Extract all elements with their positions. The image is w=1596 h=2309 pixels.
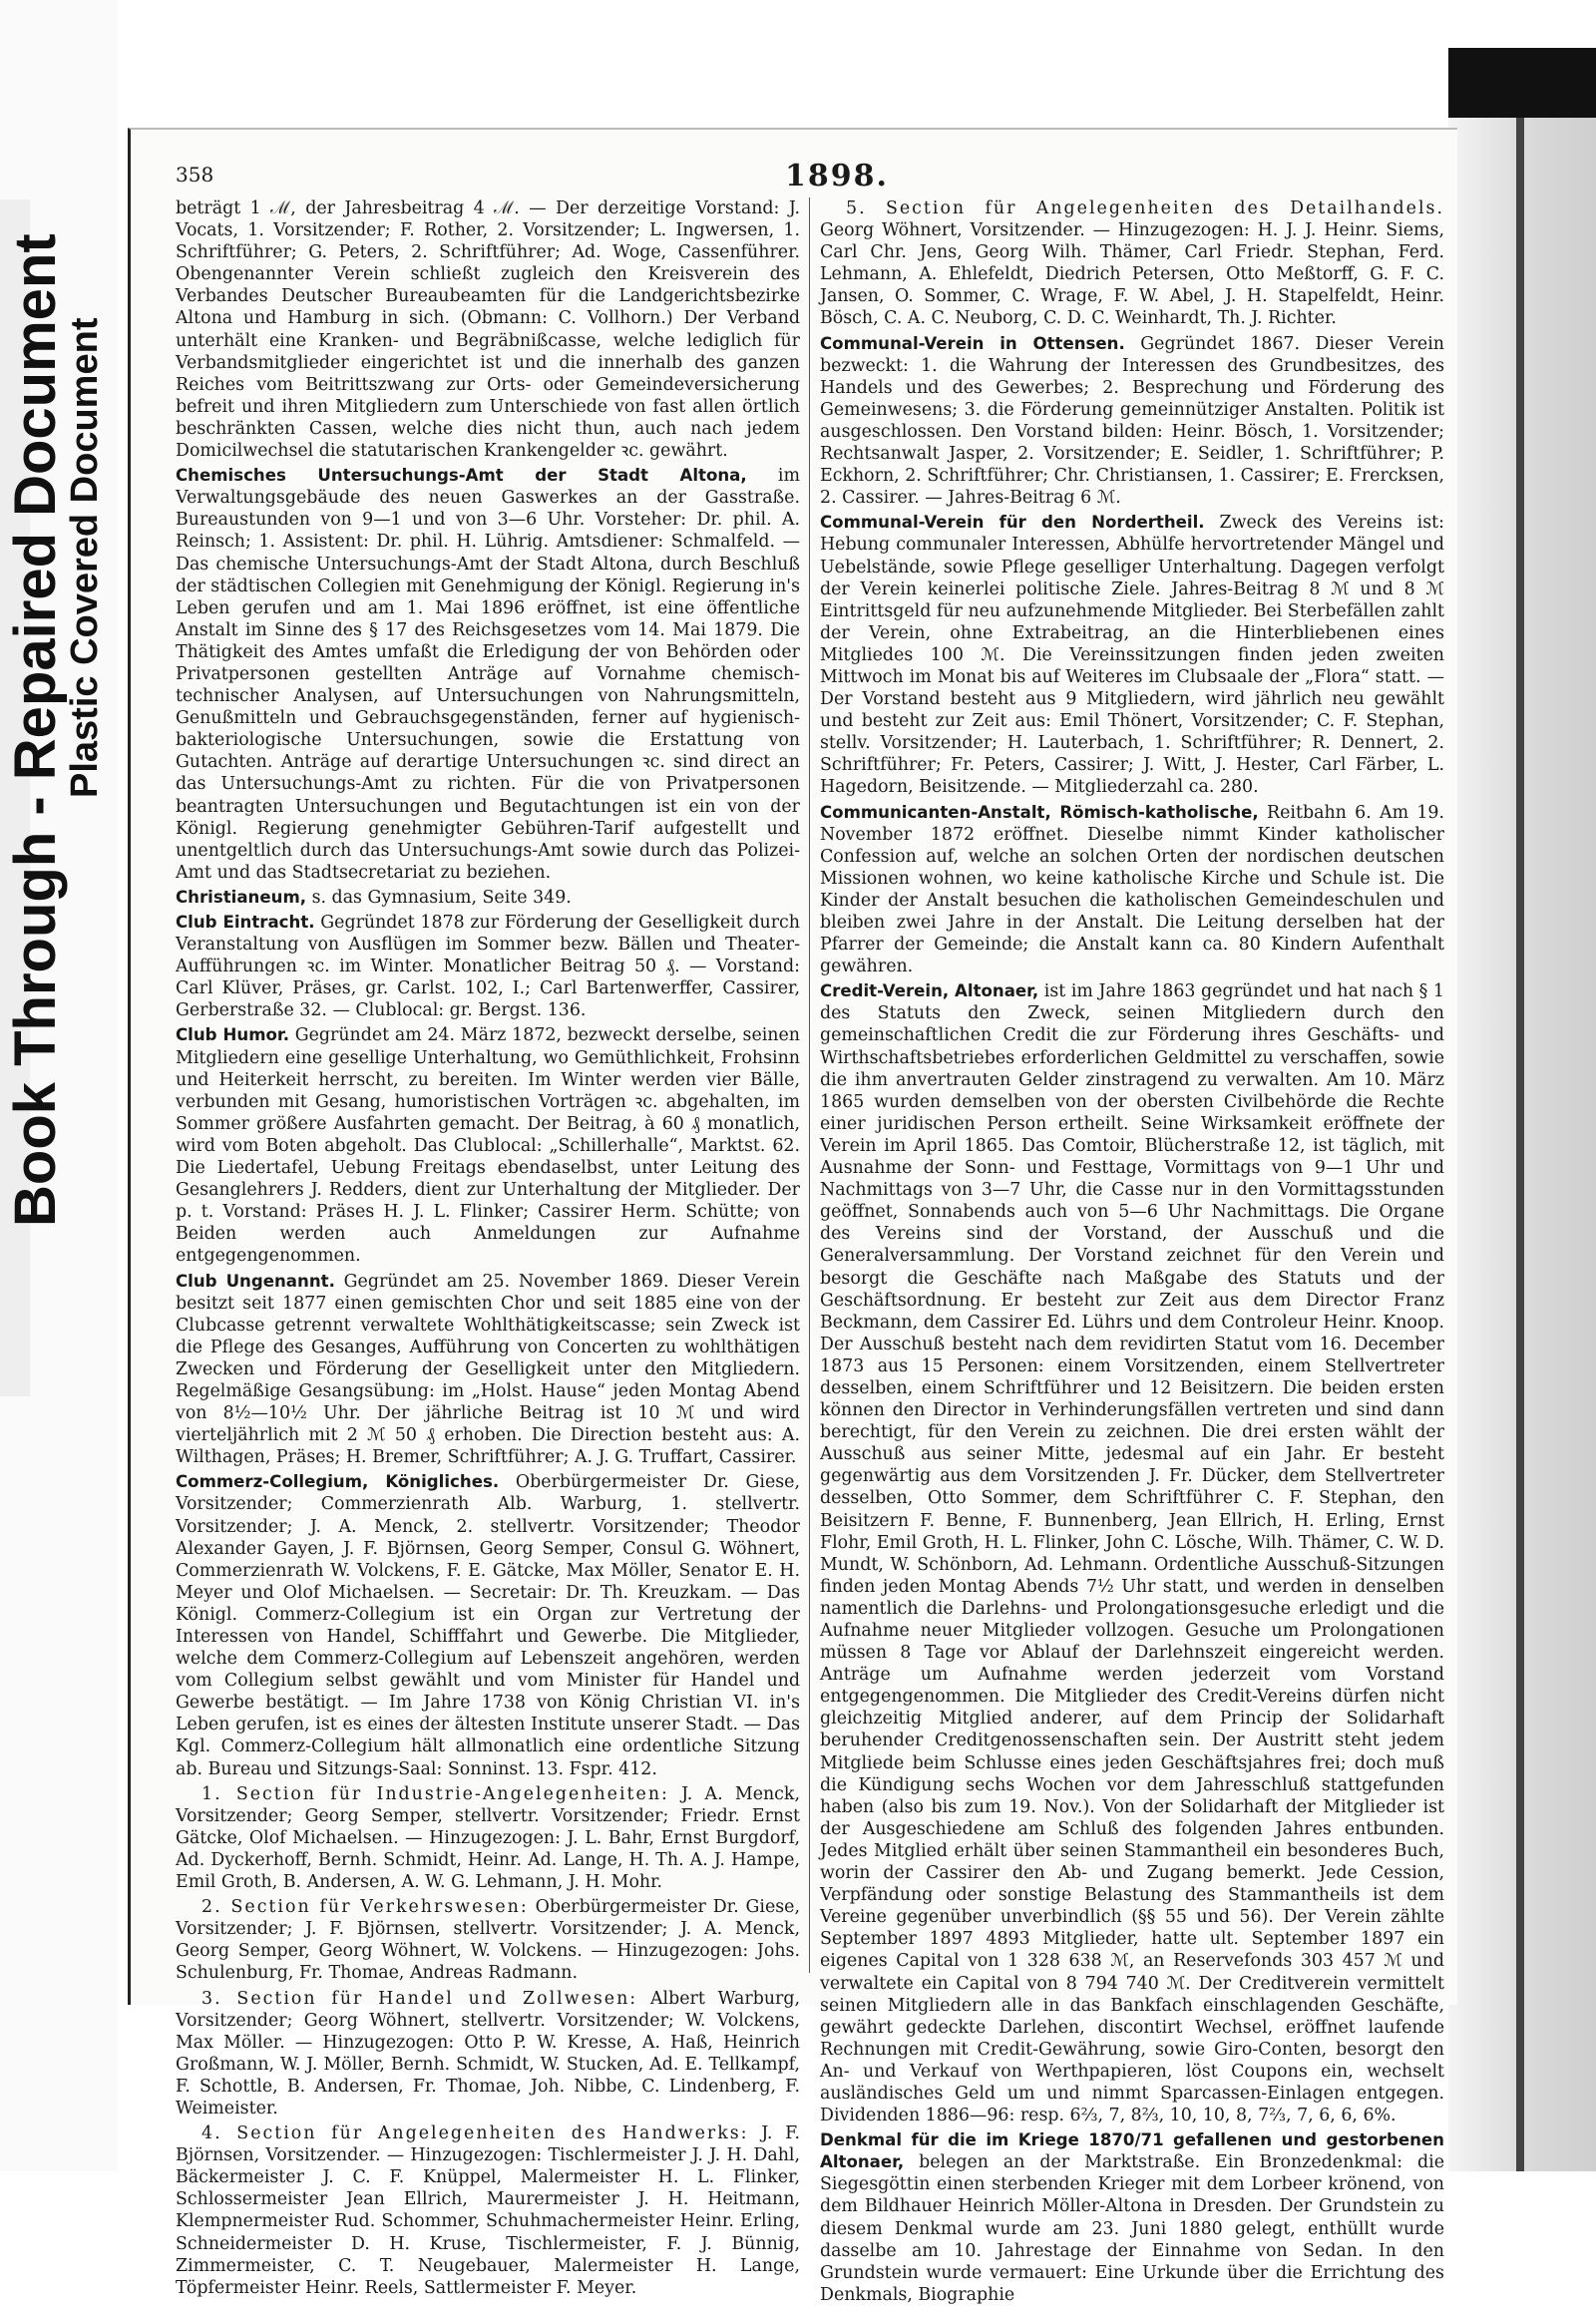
entry-paragraph (176, 197, 800, 462)
entry-text: Zweck des Vereins ist: Hebung communaler Interessen, Abhülfe hervortretender Mängel und Uebelstände, sowie Pflege geselliger Unterhaltung. Dagegen verfolgt der Verein keinerlei politische Ziele. Jahres-Beitrag 8 ℳ und 8 ℳ Eintrittsgeld für neu aufzunehmende Mitglieder. Bei Sterbefällen zahlt der Verein, ohne Extrabeitrag, an die Hinterbliebenen eines Mitgliedes 100 ℳ. Die Vereinssitzungen finden jeden zweiten Mittwoch im Monat bis auf Weiteres im Clubsaale der „Flora“ statt. — Der Vorstand besteht aus 9 Mitgliedern, wird jährlich neu gewählt und besteht zur Zeit aus: Emil Thönert, Vorsitzender; C. F. Stephan, stellv. Vorsitzender; H. Lauterbach, 1. Schriftführer; R. Dennert, 2. Schriftführer; Fr. Peters, Cassirer; J. Witt, J. Hester, Carl Färber, L. Hagedorn, Beisitzende. — Mitgliederzahl ca. 280. (820, 513, 1444, 798)
entry-heading: Chemisches Untersuchungs-Amt der Stadt Altona, (176, 466, 747, 486)
entry-heading: Commerz-Collegium, Königliches. (176, 1472, 500, 1492)
entry-paragraph (820, 980, 1444, 2126)
entry-paragraph (820, 197, 1444, 330)
entry-paragraph (176, 465, 800, 884)
entry-text: Georg Wöhnert, Vorsitzender. — Hinzugezogen: H. J. J. Heinr. Siems, Carl Chr. Jens, Georg Wilh. Thämer, Carl Friedr. Stephan, Ferd. Lehmann, A. Ehlefeldt, Diedrich Petersen, Otto Meßtorff, G. F. C. Jansen, O. Sommer, C. Wrage, F. W. Abel, J. H. Stapelfeldt, Heinr. Bösch, C. A. C. Neuborg, C. D. C. Weinhardt, Th. J. Richter. (820, 220, 1444, 329)
entry-heading: 2. Section für Verkehrswesen: (201, 1897, 529, 1918)
entry-text: Albert Warburg, Vorsitzender; Georg Wöhnert, stellvertr. Vorsitzender; W. Volckens, Max Möller. — Hinzugezogen: Otto P. W. Kresse, A. Haß, Heinrich Großmann, W. J. Möller, Bernh. Schmidt, W. Stucken, Ad. E. Tellkampf, F. Schottle, B. Andersen, Fr. Thomae, Joh. Nibbe, C. Lindenberg, F. Weimeister. (176, 1988, 800, 2118)
binding-top-dark (1448, 48, 1596, 118)
entry-text: Reitbahn 6. Am 19. November 1872 eröffnet. Dieselbe nimmt Kinder katholischer Confession auf, welche an solchen Orten der nordischen deutschen Missionen wohnen, wo keine katholische Kirche und Schule ist. Die Kinder der Anstalt besuchen die katholischen Gemeindeschulen und bleiben zwei Jahre in der Anstalt. Die Leitung derselben hat der Pfarrer der Gemeinde; die Anstalt kann ca. 80 Kindern Aufenthalt gewähren. (820, 802, 1444, 977)
entry-heading: Club Humor. (176, 1025, 290, 1045)
entry-heading: Communicanten-Anstalt, Römisch-katholische, (820, 802, 1259, 822)
entry-paragraph (176, 1988, 800, 2120)
entry-paragraph (176, 1896, 800, 1984)
entry-text: s. das Gymnasium, Seite 349. (306, 887, 572, 908)
margin-banner-repaired: Book Through - Repaired Document (3, 233, 68, 1227)
right-column (820, 197, 1444, 2309)
entry-text: im Verwaltungsgebäude des neuen Gaswerkes an der Gasstraße. Bureaustunden von 9—1 und von 3—6 Uhr. Vorsteher: Dr. phil. A. Reinsch; 1. Assistent: Dr. phil. H. Lührig. Amtsdiener: Schmalfeld. — Das chemische Untersuchungs-Amt der Stadt Altona, durch Beschluß der städtischen Collegien mit Genehmigung der Königl. Regierung in's Leben gerufen und am 1. Mai 1896 eröffnet, ist eine öffentliche Anstalt im Sinne des § 17 des Reichsgesetzes vom 14. Mai 1879. Die Thätigkeit des Amtes umfaßt die Erledigung der von Behörden oder Privatpersonen gestellten Anträge auf Vornahme chemisch-technischer Analysen, auf Untersuchungen von Nahrungsmitteln, Genußmitteln und Gebrauchsgegenständen, ferner auf hygienisch-bakteriologische Untersuchungen, sowie die Erstattung von Gutachten. Anträge auf derartige Untersuchungen ꝛc. sind direct an das Untersuchungs-Amt zu richten. Für die von Privatpersonen beantragten Untersuchungen und Begutachtungen ist ein von der Königl. Regierung genehmigter Gebühren-Tarif aufgestellt und unentgeltlich durch das Untersuchungs-Amt sowie durch das Polizei-Amt und das Stadtsecretariat zu beziehen. (176, 466, 800, 883)
entry-heading: Denkmal für die im Kriege 1870/71 gefallenen und gestorbenen Altonaer, (820, 2130, 1444, 2172)
entry-heading: 5. Section für Angelegenheiten des Detailhandels. (846, 198, 1444, 218)
entry-heading: 3. Section für Handel und Zollwesen: (201, 1988, 638, 2009)
entry-heading: Club Ungenannt. (176, 1271, 335, 1291)
entry-heading: 1. Section für Industrie-Angelegenheiten: (201, 1783, 669, 1804)
entry-text: Gegründet am 25. November 1869. Dieser Verein besitzt seit 1877 einen gemischten Chor und seit 1885 eine von der Clubcasse getrennt verwaltete Wohlthätigkeitscasse; sein Zweck ist die Pflege des Gesanges, Aufführung von Concerten zu wohlthätigen Zwecken und Förderung der Geselligkeit unter den Mitgliedern. Regelmäßige Gesangsübung: im „Holst. Hause“ jeden Montag Abend von 8½—10½ Uhr. Der jährliche Beitrag ist 10 ℳ und wird vierteljährlich mit 2 ℳ 50 ₰ erhoben. Die Direction besteht aus: A. Wilthagen, Präses; H. Bremer, Schriftführer; A. J. G. Truffart, Cassirer. (176, 1271, 800, 1468)
entry-text: Gegründet 1878 zur Förderung der Geselligkeit durch Veranstaltung von Ausflügen im Sommer bezw. Bällen und Theater-Aufführungen ꝛc. im Winter. Monatlicher Beitrag 50 ₰. — Vorstand: Carl Klüver, Präses, gr. Carlst. 102, I.; Carl Bartenwerffer, Cassirer, Gerberstraße 32. — Clublocal: gr. Bergst. 136. (176, 913, 800, 1021)
entry-paragraph (176, 912, 800, 1021)
entry-text: Gegründet 1867. Dieser Verein bezweckt: 1. die Wahrung der Interessen des Grundbesitzes, des Handels und des Gewerbes; 2. Besprechung und Förderung des Gemeinwesens; 3. die Förderung gemeinnütziger Anstalten. Politik ist ausgeschlossen. Den Vorstand bilden: Heinr. Bösch, 1. Vorsitzender; Rechtsanwalt Jasper, 2. Vorsitzender; E. Seidler, 1. Schriftführer; P. Eckhorn, 2. Schriftführer; Chr. Christiansen, 1. Cassirer; E. Frercksen, 2. Cassirer. — Jahres-Beitrag 6 ℳ. (820, 333, 1444, 509)
entry-heading: Christianeum, (176, 887, 307, 907)
entry-text: Oberbürgermeister Dr. Giese, Vorsitzender; Commerzienrath Alb. Warburg, 1. stellvertr. Vorsitzender; J. A. Menck, 2. stellvertr. Vorsitzender; Theodor Alexander Gayen, J. F. Björnsen, Georg Semper, Consul G. Wöhnert, Commerzienrath W. Volckens, F. E. Gätcke, Max Möller, Senator E. H. Meyer und Olof Michaelsen. — Secretair: Dr. Th. Kreuzkam. — Das Königl. Commerz-Collegium ist ein Organ zur Vertretung der Interessen von Handel, Schifffahrt und Gewerbe. Die Mitglieder, welche dem Commerz-Collegium auf Lebenszeit angehören, werden vom Collegium selbst gewählt und vom Minister für Handel und Gewerbe bestätigt. — Im Jahre 1738 von König Christian VI. in's Leben gerufen, ist es eines der ältesten Institute unserer Stadt. — Das Kgl. Commerz-Collegium hält allmonatlich eine ordentliche Sitzung ab. Bureau und Sitzungs-Saal: Sonninst. 13. Fspr. 412. (176, 1472, 800, 1779)
entry-text: J. A. Menck, Vorsitzender; Georg Semper, stellvertr. Vorsitzender; Friedr. Ernst Gätcke, Olof Michaelsen. — Hinzugezogen: J. L. Bahr, Ernst Burgdorf, Ad. Dyckerhoff, Bernh. Schmidt, Heinr. Ad. Lange, H. Th. A. J. Hampe, Emil Groth, B. Andersen, A. W. G. Lehmann, J. H. Mohr. (176, 1783, 800, 1893)
entry-paragraph (176, 1024, 800, 1267)
entry-paragraph (176, 1271, 800, 1469)
margin-banner-plastic: Plastic Covered Document (64, 317, 106, 798)
entry-text: ist im Jahre 1863 gegründet und hat nach § 1 des Statuts den Zweck, seinen Mitgliedern durch den gemeinschaftlichen Credit die zur Förderung ihres Geschäfts- und Wirthschaftsbetriebes erforderlichen Geldmittel zu verschaffen, sowie die ihm anvertrauten Gelder zinstragend zu verwalten. Am 10. März 1865 wurden demselben von der obersten Civilbehörde die Rechte einer juridischen Person ertheilt. Seine Wirksamkeit eröffnete der Verein im April 1865. Das Comtoir, Blücherstraße 12, ist täglich, mit Ausnahme der Sonn- und Festtage, Vormittags von 9—1 Uhr und Nachmittags von 3—7 Uhr, die Casse nur in den Vormittagsstunden geöffnet, Sonnabends auch von 5—6 Uhr Nachmittags. Die Organe des Vereins sind der Vorstand, der Ausschuß und die Generalversammlung. Der Vorstand zeichnet für den Verein und besorgt die Geschäfte nach Maßgabe des Statuts und der Geschäftsordnung. Er besteht zur Zeit aus dem Director Franz Beckmann, dem Cassirer Ed. Lührs und dem Controleur Heinr. Knoop. Der Ausschuß besteht nach dem revidirten Statut vom 16. December 1873 aus 15 Personen: einem Vorsitzenden, einem Stellvertreter desselben, einem Schriftführer und 12 Beisitzern. Die beiden ersten können den Director in Verhinderungsfällen vertreten und sind dann berechtigt, für den Verein zu zeichnen. Die drei ersten wählt der Ausschuß aus seiner Mitte, jedesmal auf ein Jahr. Er besteht gegenwärtig aus dem Vorsitzenden J. Fr. Dücker, dem Stellvertreter desselben, Otto Sommer, dem Schriftführer C. F. Stephan, den Beisitzern F. Benne, F. Bunnenberg, Jean Ellrich, H. Erling, Ernst Flohr, Emil Groth, H. L. Flinker, John C. Lösche, Wilh. Thämer, C. W. D. Mundt, W. Schönborn, Ad. Lehmann. Ordentliche Ausschuß-Sitzungen finden jeden Montag Abends 7½ Uhr statt, und werden in denselben namentlich die Darlehns- und Prolongationsgesuche erledigt und die Aufnahme neuer Mitglieder vollzogen. Gesuche um Prolongationen müssen 8 Tage vor Ablauf der Darlehnszeit eingereicht werden. Anträge um Aufnahme werden jederzeit vom Vorstand entgegengenommen. Die Mitglieder des Credit-Vereins dürfen nicht gleichzeitig Mitglied anderer, auf dem Princip der Solidarhaft beruhender Creditgenossenschaften sein. Der Austritt steht jedem Mitgliede beim Schlusse eines jeden Geschäftsjahres frei; doch muß die Kündigung sechs Wochen vor dem Jahresschluß stattgefunden haben (also bis zum 19. Nov.). Von der Solidarhaft der Mitglieder ist der Ausgeschiedene am Schluß des folgenden Jahres entbunden. Jedes Mitglied erhält über seinen Stammantheil ein besonderes Buch, worin der Cassirer den Ab- und Zugang bemerkt. Jede Cession, Verpfändung oder sonstige Belastung des Stammantheils ist dem Vereine gegenüber unverbindlich (§§ 55 und 56). Der Verein zählte September 1897 4893 Mitglieder, hatte ult. September 1897 ein eigenes Capital von 1 328 638 ℳ, an Reservefonds 303 457 ℳ und verwaltete ein Capital von 8 794 740 ℳ. Der Creditverein vermittelt seinen Mitgliedern alle in das Bankfach einschlagenden Geschäfte, gewährt gedeckte Darlehen, discontirt Wechsel, eröffnet laufende Rechnungen mit Credit-Gewährung, sowie Giro-Conten, besorgt den An- und Verkauf von Werthpapieren, löst Coupons ein, wechselt ausländisches Geld um und nimmt Sparcassen-Einlagen entgegen. Dividenden 1886—96: resp. 6⅔, 7, 8⅔, 10, 10, 8, 7⅔, 7, 6, 6, 6%. (820, 981, 1444, 2126)
entry-heading: 4. Section für Angelegenheiten des Handwerks: (201, 2123, 749, 2144)
entry-text: Oberbürgermeister Dr. Giese, Vorsitzender; J. F. Björnsen, stellvertr. Vorsitzender; J. A. Menck, Georg Semper, Georg Wöhnert, W. Volckens. — Hinzugezogen: Johs. Schulenburg, Fr. Thomae, Andreas Radmann. (176, 1897, 800, 1984)
left-column (176, 197, 800, 2302)
page-number: 358 (176, 163, 214, 187)
page-year: 1898. (785, 159, 889, 193)
entry-paragraph (176, 887, 800, 909)
entry-paragraph (176, 2122, 800, 2299)
entry-text: J. F. Björnsen, Vorsitzender. — Hinzugezogen: Tischlermeister J. J. H. Dahl, Bäckermeister J. C. F. Knüppel, Malermeister H. L. Flinker, Schlossermeister Jean Ellrich, Maurermeister J. H. Heitmann, Klempnermeister Rud. Schommer, Schuhmachermeister Heinr. Erling, Schneidermeister D. H. Kruse, Tischlermeister, F. J. Bünnig, Zimmermeister, C. T. Neugebauer, Malermeister H. Lange, Töpfermeister Heinr. Reels, Sattlermeister F. Meyer. (176, 2123, 800, 2298)
entry-heading: Credit-Verein, Altonaer, (820, 981, 1039, 1001)
entry-heading: Club Eintracht. (176, 913, 315, 932)
entry-paragraph (820, 512, 1444, 798)
entry-text: Gegründet am 24. März 1872, bezweckt derselbe, seinen Mitgliedern eine gesellige Unterhaltung, wo Gemüthlichkeit, Frohsinn und Heiterkeit herrscht, zu bereiten. Im Winter werden vier Bälle, verbunden mit Gesang, humoristischen Vorträgen ꝛc. abgehalten, im Sommer größere Ausfahrten gemacht. Der Beitrag, à 60 ₰ monatlich, wird vom Boten abgeholt. Das Clublocal: „Schillerhalle“, Marktst. 62. Die Liedertafel, Uebung Freitags ebendaselbst, unter Leitung des Gesanglehrers J. Redders, dient zur Unterhaltung der Mitglieder. Der p. t. Vorstand: Präses H. J. L. Flinker; Cassirer Herm. Schütte; von Beiden werden auch Anmeldungen zur Aufnahme entgegengenommen. (176, 1025, 800, 1267)
entry-text: beträgt 1 ℳ, der Jahresbeitrag 4 ℳ. — Der derzeitige Vorstand: J. Vocats, 1. Vorsitzender; F. Rother, 2. Vorsitzender; L. Ingwersen, 1. Schriftführer; G. Peters, 2. Schriftführer; Ad. Woge, Cassenführer. Obengenannter Verein schließt zugleich den Kreisverein des Verbandes Deutscher Bureaubeamten für die Landgerichtsbezirke Altona und Hamburg in sich. (Obmann: C. Vollhorn.) Der Verband unterhält eine Kranken- und Begräbnißcasse, welche lediglich für Verbandsmitglieder eingerichtet ist und die innerhalb des ganzen Reiches vom Beitrittszwang zur Orts- oder Gemeindeversicherung befreit und ihren Mitgliedern zum Unterschiede von fast allen örtlich beschränkten Cassen, welche dies nicht thun, auch nach jedem Domicilwechsel die statutarischen Krankengelder ꝛc. gewährt. (176, 198, 800, 462)
entry-paragraph (176, 1783, 800, 1893)
entry-text: belegen an der Marktstraße. Ein Bronzedenkmal: die Siegesgöttin einen sterbenden Krieger mit dem Lorbeer krönend, von dem Bildhauer Heinrich Möller-Altona in Dresden. Der Grundstein zu diesem Denkmal wurde am 23. Juni 1880 gelegt, enthüllt wurde dasselbe am 10. Jahrestage der Einnahme von Sedan. In den Grundstein wurde vermauert: Eine Urkunde über die Errichtung des Denkmals, Biographie (820, 2152, 1444, 2305)
column-divider (809, 197, 810, 1973)
page-header (162, 159, 1458, 193)
entry-heading: Communal-Verein in Ottensen. (820, 333, 1125, 353)
entry-paragraph (820, 802, 1444, 978)
entry-paragraph (176, 1471, 800, 1779)
entry-heading: Communal-Verein für den Nordertheil. (820, 513, 1205, 533)
entry-paragraph (820, 2129, 1444, 2306)
binding-shadow (1516, 118, 1524, 2171)
entry-paragraph (820, 333, 1444, 510)
